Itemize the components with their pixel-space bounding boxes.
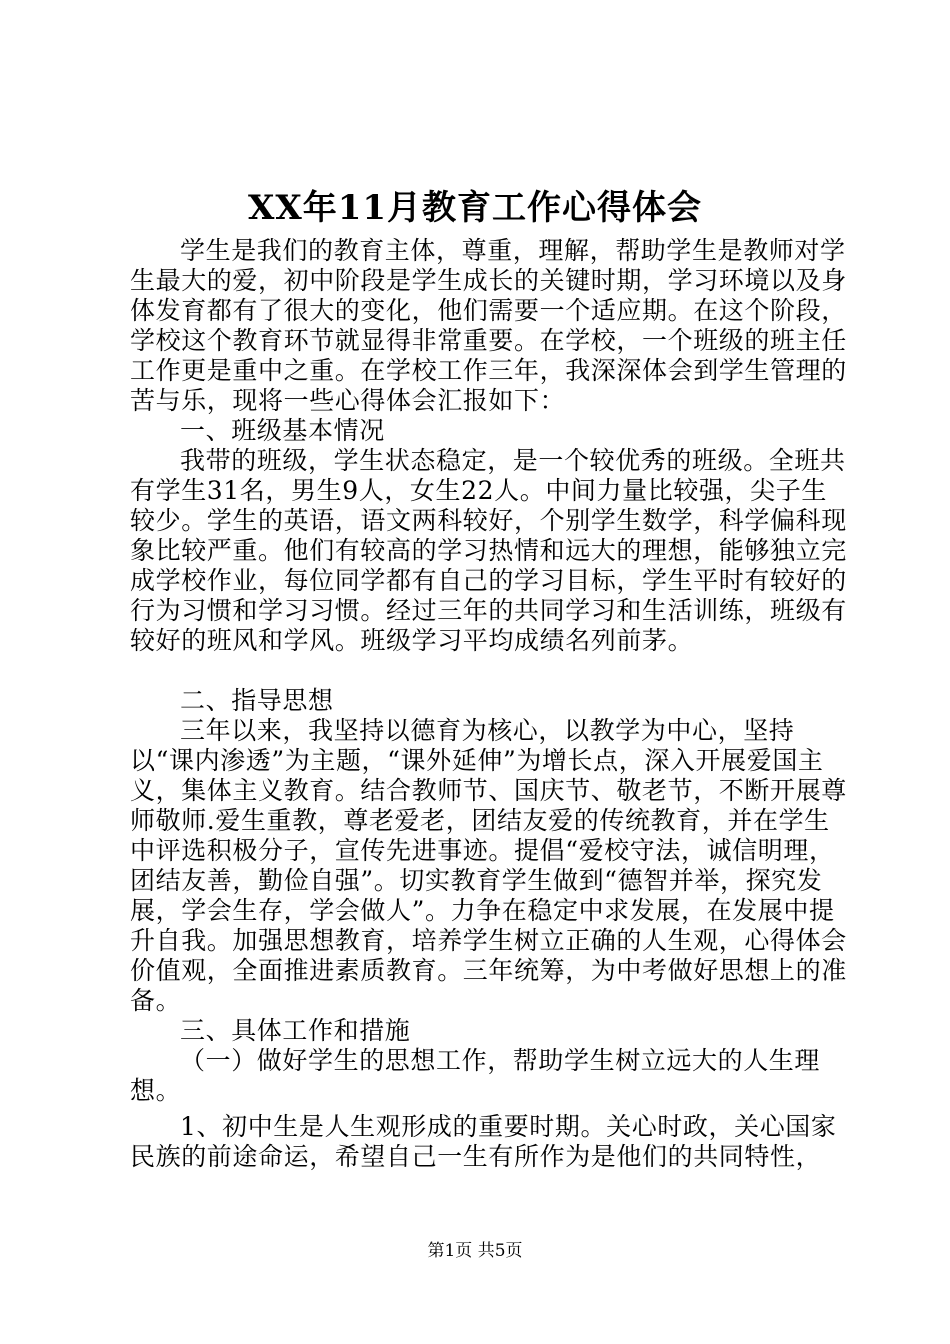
document-body [130, 236, 850, 1172]
paragraph-guiding-thought: 三年以来，我坚持以德育为核心，以教学为中心，坚持以“课内渗透”为主题，“课外延伸”为增长点，深入开展爱国主义，集体主义教育。结合教师节、国庆节、敬老节，不断开展尊师敬师.爱生重教，尊老爱老，团结友爱的传统教育，并在学生中评选积极分子，宣传先进事迹。提倡“爱校守法，诚信明理，团结友善，勤俭自强”。切实教育学生做到“德智并举，探究发展，学会生存，学会做人”。力争在稳定中求发展，在发展中提升自我。加强思想教育，培养学生树立正确的人生观，心得体会价值观，全面推进素质教育。三年统筹，为中考做好思想上的准备。 [130, 716, 847, 1015]
section-heading-class-info: 一、班级基本情况 [180, 416, 385, 445]
section-heading-guiding-thought: 二、指导思想 [180, 686, 334, 715]
document-title: XX年11月教育工作心得体会 [247, 188, 703, 228]
paragraph-intro: 学生是我们的教育主体，尊重，理解，帮助学生是教师对学生最大的爱，初中阶段是学生成长的关键时期，学习环境以及身体发育都有了很大的变化，他们需要一个适应期。在这个阶段，学校这个教育环节就显得非常重要。在学校，一个班级的班主任工作更是重中之重。在学校工作三年，我深深体会到学生管理的苦与乐，现将一些心得体会汇报如下： [130, 236, 847, 415]
paragraph-point-1: 1、初中生是人生观形成的重要时期。关心时政，关心国家民族的前途命运，希望自己一生有所作为是他们的共同特性， [130, 1112, 837, 1171]
page-footer: 第1页 共5页 [427, 1241, 523, 1261]
paragraph-class-info: 我带的班级，学生状态稳定，是一个较优秀的班级。全班共有学生31名，男生9人，女生22人。中间力量比较强，尖子生较少。学生的英语，语文两科较好，个别学生数学，科学偏科现象比较严重。他们有较高的学习热情和远大的理想，能够独立完成学校作业，每位同学都有自己的学习目标，学生平时有较好的行为习惯和学习习惯。经过三年的共同学习和生活训练，班级有较好的班风和学风。班级学习平均成绩名列前茅。 [130, 446, 847, 655]
subsection-heading-ideology: （一）做好学生的思想工作，帮助学生树立远大的人生理想。 [130, 1046, 821, 1105]
section-heading-measures: 三、具体工作和措施 [180, 1016, 411, 1045]
